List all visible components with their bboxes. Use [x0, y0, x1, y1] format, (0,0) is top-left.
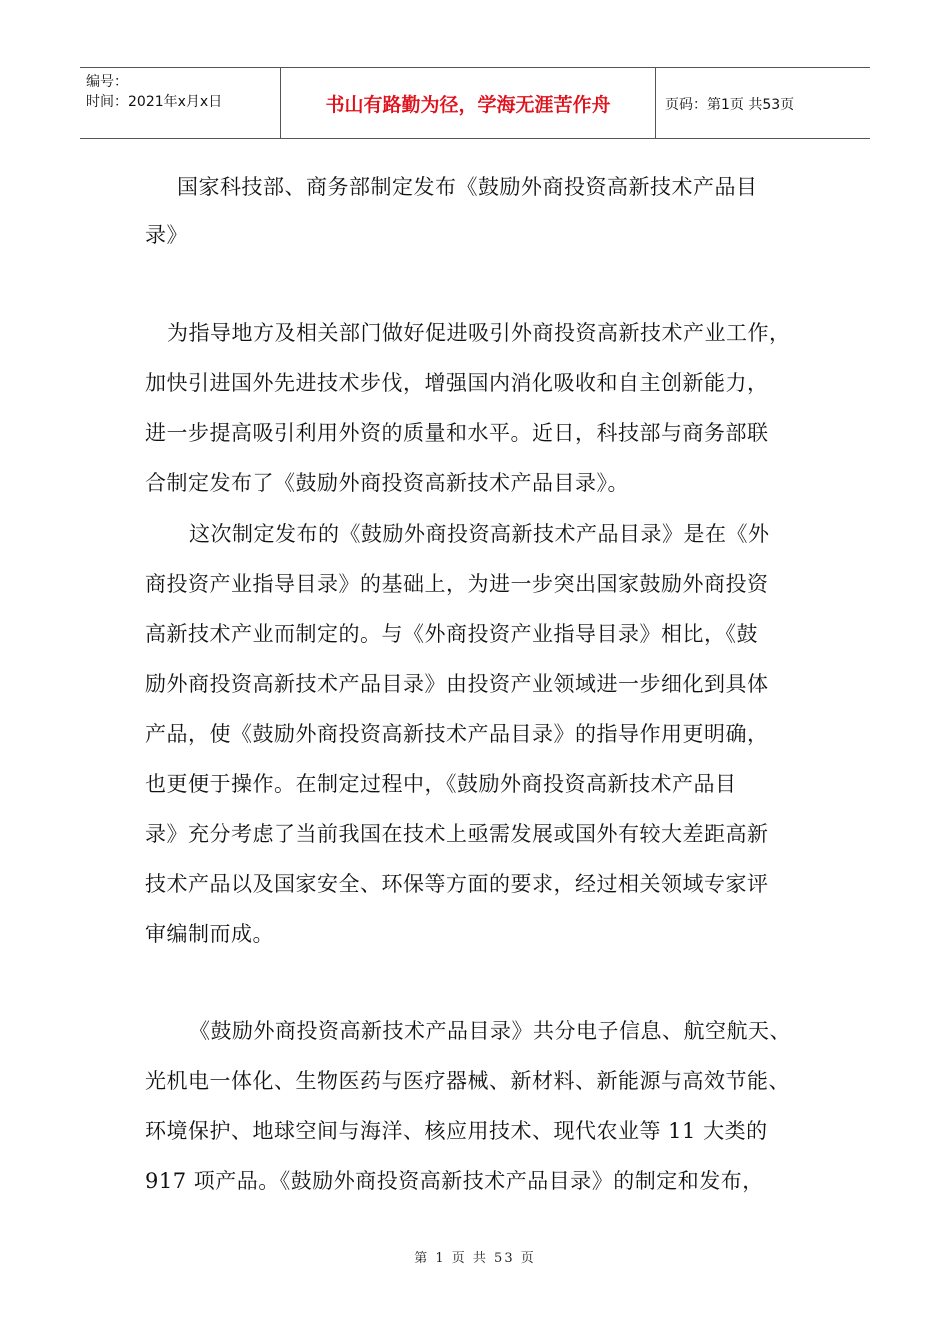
paragraph-line: 《鼓励外商投资高新技术产品目录》共分电子信息、航空航天、	[189, 1019, 791, 1043]
paragraph-line: 也更便于操作。在制定过程中，《鼓励外商投资高新技术产品目	[145, 772, 737, 796]
paragraph-line: 加快引进国外先进技术步伐，增强国内消化吸收和自主创新能力，	[145, 371, 769, 395]
paragraph-line: 光机电一体化、生物医药与医疗器械、新材料、新能源与高效节能、	[145, 1069, 790, 1093]
paragraph-line: 技术产品以及国家安全、环保等方面的要求，经过相关领域专家评	[145, 872, 769, 896]
paragraph-line: 进一步提高吸引利用外资的质量和水平。近日，科技部与商务部联	[145, 421, 769, 445]
paragraph-line: 商投资产业指导目录》的基础上，为进一步突出国家鼓励外商投资	[145, 572, 769, 596]
header-motto-cell	[280, 68, 656, 138]
page-header	[80, 67, 870, 139]
title-line: 国家科技部、商务部制定发布《鼓励外商投资高新技术产品目	[177, 175, 758, 199]
paragraph-line: 录》充分考虑了当前我国在技术上亟需发展或国外有较大差距高新	[145, 822, 769, 846]
page-footer: 第 1 页 共 53 页	[414, 1251, 536, 1266]
paragraph-line: 为指导地方及相关部门做好促进吸引外商投资高新技术产业工作，	[167, 321, 791, 345]
title-line: 录》	[145, 223, 188, 247]
paragraph-line: 产品，使《鼓励外商投资高新技术产品目录》的指导作用更明确，	[145, 722, 769, 746]
header-meta-cell	[80, 68, 280, 138]
paragraph-line: 917 项产品。《鼓励外商投资高新技术产品目录》的制定和发布，	[145, 1169, 764, 1193]
paragraph-line: 高新技术产业而制定的。与《外商投资产业指导目录》相比，《鼓	[145, 622, 758, 646]
document-number-label: 编号：	[86, 74, 128, 90]
paragraph-line: 合制定发布了《鼓励外商投资高新技术产品目录》。	[145, 471, 629, 495]
document-date-label: 时间：2021年x月x日	[86, 94, 223, 110]
header-page-cell	[655, 68, 870, 138]
header-page-number: 页码：第1页 共53页	[665, 97, 795, 113]
paragraph-line: 励外商投资高新技术产品目录》由投资产业领域进一步细化到具体	[145, 672, 769, 696]
paragraph-line: 这次制定发布的《鼓励外商投资高新技术产品目录》是在《外	[189, 522, 770, 546]
paragraph-line: 环境保护、地球空间与海洋、核应用技术、现代农业等 11 大类的	[145, 1119, 768, 1143]
header-motto: 书山有路勤为径，学海无涯苦作舟	[325, 94, 611, 116]
paragraph-line: 审编制而成。	[145, 922, 274, 946]
